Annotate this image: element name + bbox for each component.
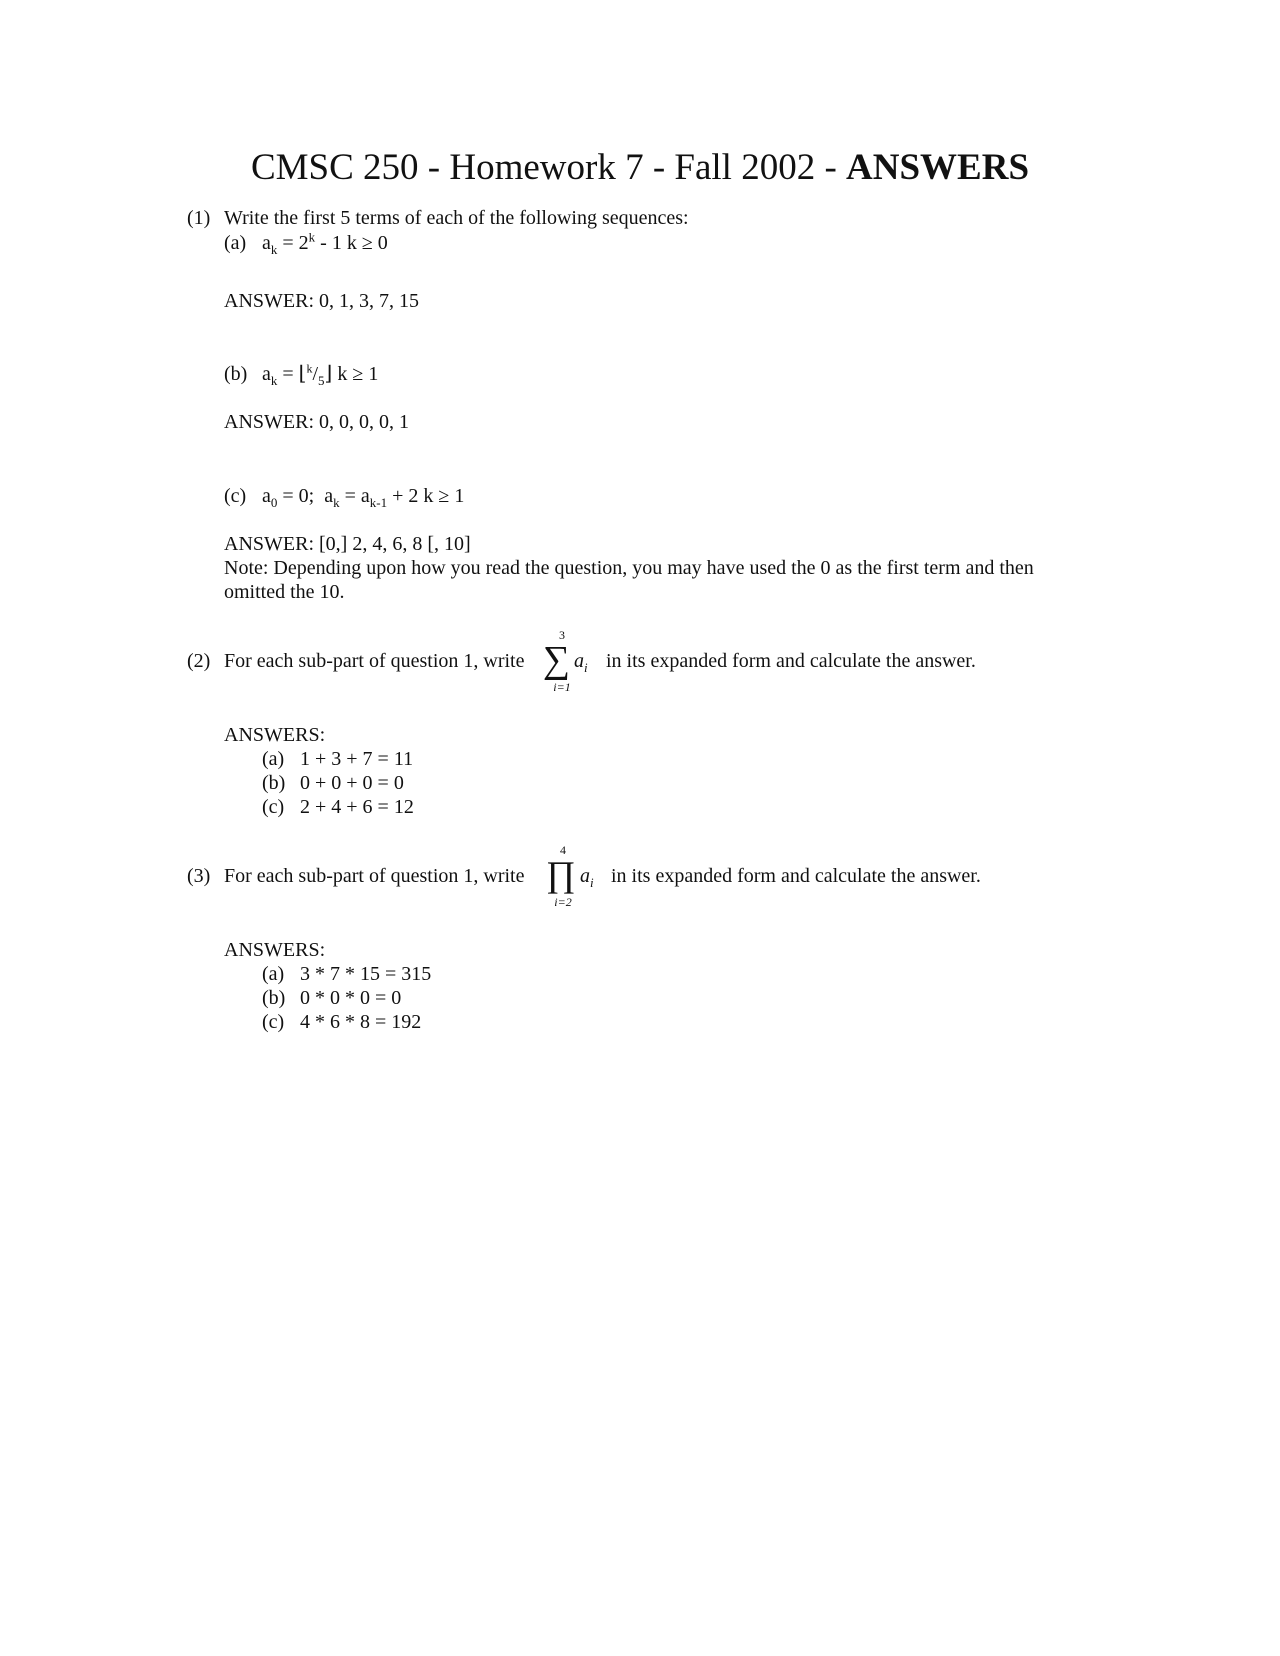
q2-text-after: in its expanded form and calculate the answer. — [606, 650, 976, 672]
q1c-formula: $a_0 = 0$; $a_k = a_{k-1} + 2$ k ≥ 1 — [262, 485, 465, 510]
q1a-answer: ANSWER: 0, 1, 3, 7, 15 — [224, 290, 419, 312]
q2a-answer: 1 + 3 + 7 = 11 — [300, 748, 414, 770]
q1b-label: (b) — [224, 363, 248, 385]
q1c-note-line2: omitted the 10. — [224, 581, 345, 603]
q1b-formula: $a_k$ = $⌊^k/_5⌋$ k ≥ 1 — [262, 361, 379, 388]
q2b-label: (b) — [262, 772, 286, 794]
q3a-label: (a) — [262, 963, 285, 985]
sigma-icon: ∑ — [543, 639, 571, 681]
q3a-answer: 3 * 7 * 15 = 315 — [300, 963, 432, 985]
q1a-label: (a) — [224, 232, 247, 254]
q3-prod-upper-limit: 4 — [560, 843, 566, 857]
title-answers-word: ANSWERS — [846, 147, 1030, 188]
q3-text-before: For each sub-part of question 1, write — [224, 865, 525, 887]
q1-number: (1) — [187, 207, 211, 229]
q2-text-before: For each sub-part of question 1, write — [224, 650, 525, 672]
q3c-answer: 4 * 6 * 8 = 192 — [300, 1011, 422, 1033]
q1c-answer: ANSWER: [0,] 2, 4, 6, 8 [, 10] — [224, 533, 471, 555]
q1c-label: (c) — [224, 485, 247, 507]
q2-answers-heading: ANSWERS: — [224, 724, 326, 746]
q2b-answer: 0 + 0 + 0 = 0 — [300, 772, 404, 794]
q2c-answer: 2 + 4 + 6 = 12 — [300, 796, 414, 818]
q2-summand: $a_i$ — [574, 650, 588, 675]
q3-factor: $a_i$ — [580, 865, 594, 890]
q3-answers-heading: ANSWERS: — [224, 939, 326, 961]
q1-text: Write the first 5 terms of each of the following sequences: — [224, 207, 689, 229]
q3-prod-lower-limit: i=2 — [554, 895, 572, 909]
title-main: CMSC 250 - Homework 7 - Fall 2002 - — [250, 147, 847, 188]
pi-product-icon: ∏ — [546, 854, 576, 894]
q2a-label: (a) — [262, 748, 285, 770]
q2-sum-upper-limit: 3 — [559, 628, 565, 642]
q3c-label: (c) — [262, 1011, 285, 1033]
q1c-note-line1: Note: Depending upon how you read the question, you may have used the 0 as the first term and then — [224, 557, 1034, 579]
q3-text-after: in its expanded form and calculate the answer. — [611, 865, 981, 887]
q2c-label: (c) — [262, 796, 285, 818]
q3-number: (3) — [187, 865, 211, 887]
q1a-formula: $a_k = 2^k - 1$ k ≥ 0 — [262, 229, 388, 257]
q3b-answer: 0 * 0 * 0 = 0 — [300, 987, 402, 1009]
q2-sum-lower-limit: i=1 — [553, 680, 571, 694]
q1b-answer: ANSWER: 0, 0, 0, 0, 1 — [224, 411, 409, 433]
q2-number: (2) — [187, 650, 211, 672]
q3b-label: (b) — [262, 987, 286, 1009]
page-title — [0, 146, 1280, 190]
